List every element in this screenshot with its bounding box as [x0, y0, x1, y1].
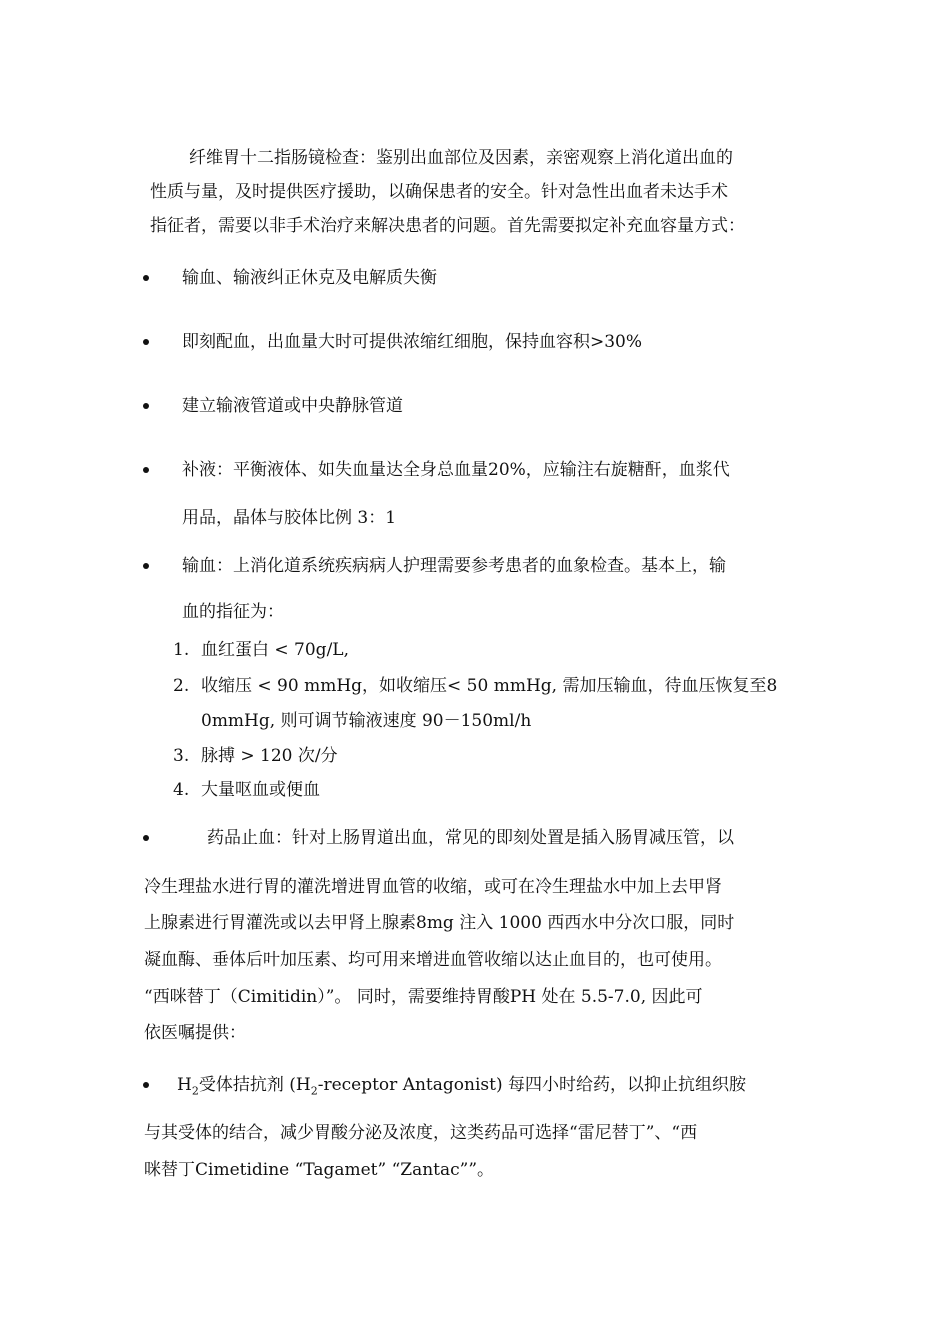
h2-line-1 — [177, 1073, 746, 1103]
drug-line-6: 依医嘱提供： — [144, 1023, 246, 1043]
list-number-4: 4. — [173, 780, 190, 800]
h2-line-2: 与其受体的结合，减少胃酸分泌及浓度，这类药品可选择“雷尼替丁”、“西 — [144, 1123, 698, 1143]
intro-line-1: 纤维胃十二指肠镜检查：鉴别出血部位及因素，亲密观察上消化道出血的 — [189, 148, 733, 168]
bullet-item-4-line-2: 用品，晶体与胶体比例 3：1 — [182, 508, 397, 528]
list-number-1: 1. — [173, 640, 190, 660]
indication-item-4: 大量呕血或便血 — [201, 780, 320, 800]
intro-line-3: 指征者，需要以非手术治疗来解决患者的问题。首先需要拟定补充血容量方式： — [150, 216, 745, 236]
bullet-item-2: 即刻配血，出血量大时可提供浓缩红细胞，保持血容积>30% — [182, 332, 643, 352]
drug-line-4: 凝血酶、垂体后叶加压素、均可用来增进血管收缩以达止血目的，也可使用。 — [144, 950, 722, 970]
bullet-marker — [143, 458, 155, 482]
list-number-3: 3. — [173, 746, 190, 766]
bullet-marker — [143, 554, 155, 578]
h2-line-3: 咪替丁Cimetidine “Tagamet” “Zantac””。 — [144, 1160, 495, 1180]
bullet-marker — [143, 330, 155, 354]
h2-mid: 受体拮抗剂 (H — [198, 1075, 311, 1095]
drug-line-1: 药品止血：针对上肠胃道出血，常见的即刻处置是插入肠胃减压管，以 — [207, 828, 734, 848]
drug-line-5: “西咪替丁（Cimitidin）”。 同时，需要维持胃酸PH 处在 5.5-7.0, 因此可 — [144, 987, 703, 1007]
drug-line-3: 上腺素进行胃灌洗或以去甲肾上腺素8mg 注入 1000 西西水中分次口服，同时 — [144, 913, 735, 933]
h2-rest: -receptor Antagonist) 每四小时给药，以抑止抗组织胺 — [317, 1075, 746, 1095]
subscript-2: 2 — [310, 1084, 318, 1098]
drug-line-2: 冷生理盐水进行胃的灌洗增进胃血管的收缩，或可在冷生理盐水中加上去甲肾 — [144, 877, 722, 897]
bullet-marker — [143, 1073, 155, 1097]
bullet-marker — [143, 394, 155, 418]
indication-item-3: 脉搏 > 120 次/分 — [201, 746, 338, 766]
intro-line-2: 性质与量，及时提供医疗援助，以确保患者的安全。针对急性出血者未达手术 — [150, 182, 728, 202]
bullet-marker — [143, 266, 155, 290]
bullet-item-4-line-1: 补液：平衡液体、如失血量达全身总血量20%，应输注右旋糖酐，血浆代 — [182, 460, 730, 480]
indication-item-2-line-2: 0mmHg, 则可调节输液速度 90－150ml/h — [201, 711, 532, 731]
bullet-item-5-line-2: 血的指征为： — [182, 602, 284, 622]
subscript-2: 2 — [191, 1084, 199, 1098]
bullet-marker — [143, 826, 155, 850]
h2-prefix: H — [177, 1075, 192, 1095]
bullet-item-1: 输血、输液纠正休克及电解质失衡 — [182, 268, 437, 288]
indication-item-2-line-1: 收缩压 < 90 mmHg，如收缩压< 50 mmHg, 需加压输血，待血压恢复至8 — [201, 676, 778, 696]
indication-item-1: 血红蛋白 < 70g/L, — [201, 640, 349, 660]
list-number-2: 2. — [173, 676, 190, 696]
bullet-item-5-line-1: 输血：上消化道系统疾病病人护理需要参考患者的血象检查。基本上，输 — [182, 556, 726, 576]
bullet-item-3: 建立输液管道或中央静脉管道 — [182, 396, 403, 416]
